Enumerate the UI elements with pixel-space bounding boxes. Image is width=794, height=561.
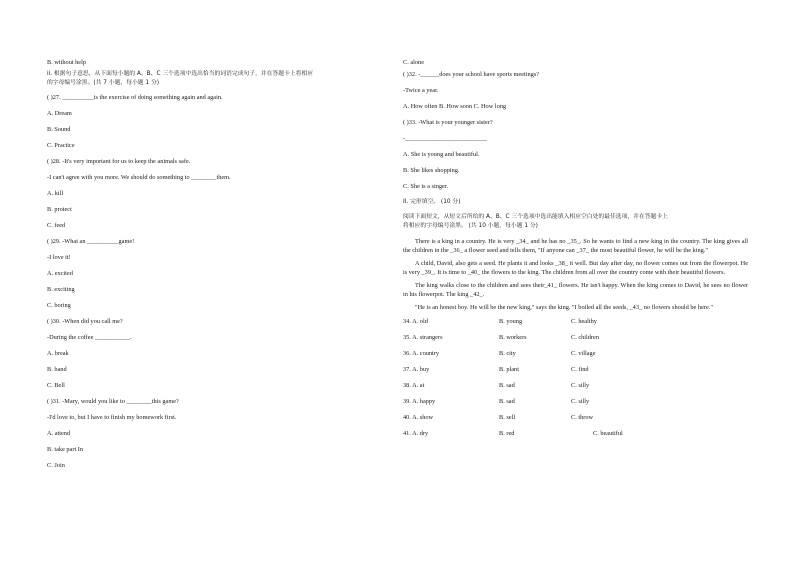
option-row xyxy=(403,349,748,365)
right-column-lines xyxy=(403,58,748,231)
left-line: ( )30. -When did you call me? xyxy=(47,318,123,325)
left-line: B. exciting xyxy=(47,286,75,293)
left-line: B. protect xyxy=(47,206,72,213)
left-line: -I'd love to, but I have to finish my homework first. xyxy=(47,414,177,421)
option-c: C. beautiful xyxy=(593,430,623,437)
option-c: C. silly xyxy=(571,382,590,389)
right-line: II. 完形填空。 (10 分) xyxy=(403,199,461,205)
right-line: A. She is young and beautiful. xyxy=(403,151,480,158)
option-b: B. sad xyxy=(499,382,515,389)
left-line: B. without help xyxy=(47,59,87,66)
right-line: ( )32. -______does your school have sports meetings? xyxy=(403,71,540,78)
option-row xyxy=(403,365,748,381)
right-line: A. How often B. How soon C. How long xyxy=(403,103,507,110)
option-b: B. young xyxy=(499,318,523,325)
cloze-options xyxy=(403,317,748,445)
option-row xyxy=(403,429,748,445)
option-n: 39. A. happy xyxy=(403,398,436,405)
option-b: B. city xyxy=(499,350,516,357)
option-c: C. throw xyxy=(571,414,594,421)
left-column xyxy=(47,58,377,470)
left-line: B. band xyxy=(47,366,67,373)
left-line: ( )28. -It's very important for us to keep the animals safe. xyxy=(47,158,191,165)
passage-paragraph: A child, David, also gets a seed. He plants it and looks _38_ it well. But day after day, no flower comes out from the flowerpot. He is very _39_. It is time to _40_ the flowers to the king. The children from all over the country come with their beautiful flowers. xyxy=(403,260,748,276)
left-line: -During the coffee ___________. xyxy=(47,334,132,341)
left-line: ( )31. -Mary, would you like to ________this game? xyxy=(47,398,179,405)
option-b: B. sell xyxy=(499,414,516,421)
right-line: C. She is a singer. xyxy=(403,183,449,190)
right-line: B. She likes shopping. xyxy=(403,167,460,174)
cloze-passage xyxy=(403,237,748,312)
left-line: C. feed xyxy=(47,222,66,229)
right-line: ( )33. -What is your younger sister? xyxy=(403,119,493,126)
left-line: ( )29. -What an __________game! xyxy=(47,238,135,245)
option-c: C. silly xyxy=(571,398,590,405)
option-n: 34. A. old xyxy=(403,318,428,325)
option-b: B. sad xyxy=(499,398,515,405)
passage-paragraph: There is a king in a country. He is very _34_ and he has no _35_. So he wants to find a new king in the country. The king gives all the children in the _36_ a flower seed and tells them, "If anyone can _37_ the most beautiful flower, he will be the king." xyxy=(403,238,748,254)
left-line: 的字母编号涂黑。(共 7 小题，每小题 1 分) xyxy=(47,80,160,86)
right-line: C. alone xyxy=(403,59,424,66)
left-line: B. Sound xyxy=(47,126,71,133)
left-line: C. Bell xyxy=(47,382,65,389)
left-line: C. boring xyxy=(47,302,71,309)
left-line: A. kill xyxy=(47,190,64,197)
option-n: 40. A. show xyxy=(403,414,434,421)
option-c: C. village xyxy=(571,350,596,357)
left-line: A. attend xyxy=(47,430,71,437)
option-row xyxy=(403,397,748,413)
option-n: 35. A. strangers xyxy=(403,334,443,341)
left-line: -I can't agree with you more. We should do something to ________them. xyxy=(47,174,231,181)
right-line: -__________________________ xyxy=(403,135,487,142)
option-c: C. children xyxy=(571,334,599,341)
option-n: 37. A. buy xyxy=(403,366,430,373)
option-row xyxy=(403,381,748,397)
right-line: -Twice a year. xyxy=(403,87,439,94)
option-c: C. find xyxy=(571,366,589,373)
option-row xyxy=(403,333,748,349)
left-line: ( )27. __________is the exercise of doing something again and again. xyxy=(47,94,223,101)
passage-paragraph: "He is an honest boy. He will be the new king," says the king. "I boiled all the seeds, _43_ no flowers should be here." xyxy=(415,304,713,311)
left-line: C. Join xyxy=(47,462,65,469)
left-line: C. Practice xyxy=(47,142,75,149)
option-n: 38. A. at xyxy=(403,382,425,389)
option-n: 41. A. dry xyxy=(403,430,429,437)
left-line: B. take part In xyxy=(47,446,84,453)
option-row xyxy=(403,317,748,333)
option-b: B. plant xyxy=(499,366,519,373)
left-line: A. excited xyxy=(47,270,73,277)
right-column xyxy=(403,58,748,445)
left-line: A. break xyxy=(47,350,69,357)
left-line: -I love it! xyxy=(47,254,71,261)
left-line: A. Dream xyxy=(47,110,72,117)
option-b: B. workers xyxy=(499,334,527,341)
passage-paragraph: The king walks close to the children and sees their_41_ flowers. He isn't happy. When the king comes to David, he sees no flower in his flowerpot. The king _42_. xyxy=(403,282,748,298)
option-c: C. healthy xyxy=(571,318,597,325)
option-n: 36. A. country xyxy=(403,350,440,357)
option-row xyxy=(403,413,748,429)
right-line: 阅读下面短文，从短文后所给的 A、B、C 三个选项中选出能填入相应空白处的最佳选项，并在答题卡上 xyxy=(403,214,668,220)
right-line: 将相应的字母编号涂黑。 (共 10 小题，每小题 1 分) xyxy=(403,223,538,229)
option-b: B. red xyxy=(499,430,515,437)
left-line: ii. 根据句子意思，从下面每小题的 A、B、C 三个选项中选出恰当的词语完成句子，并在答题卡上将相应 xyxy=(47,71,314,77)
